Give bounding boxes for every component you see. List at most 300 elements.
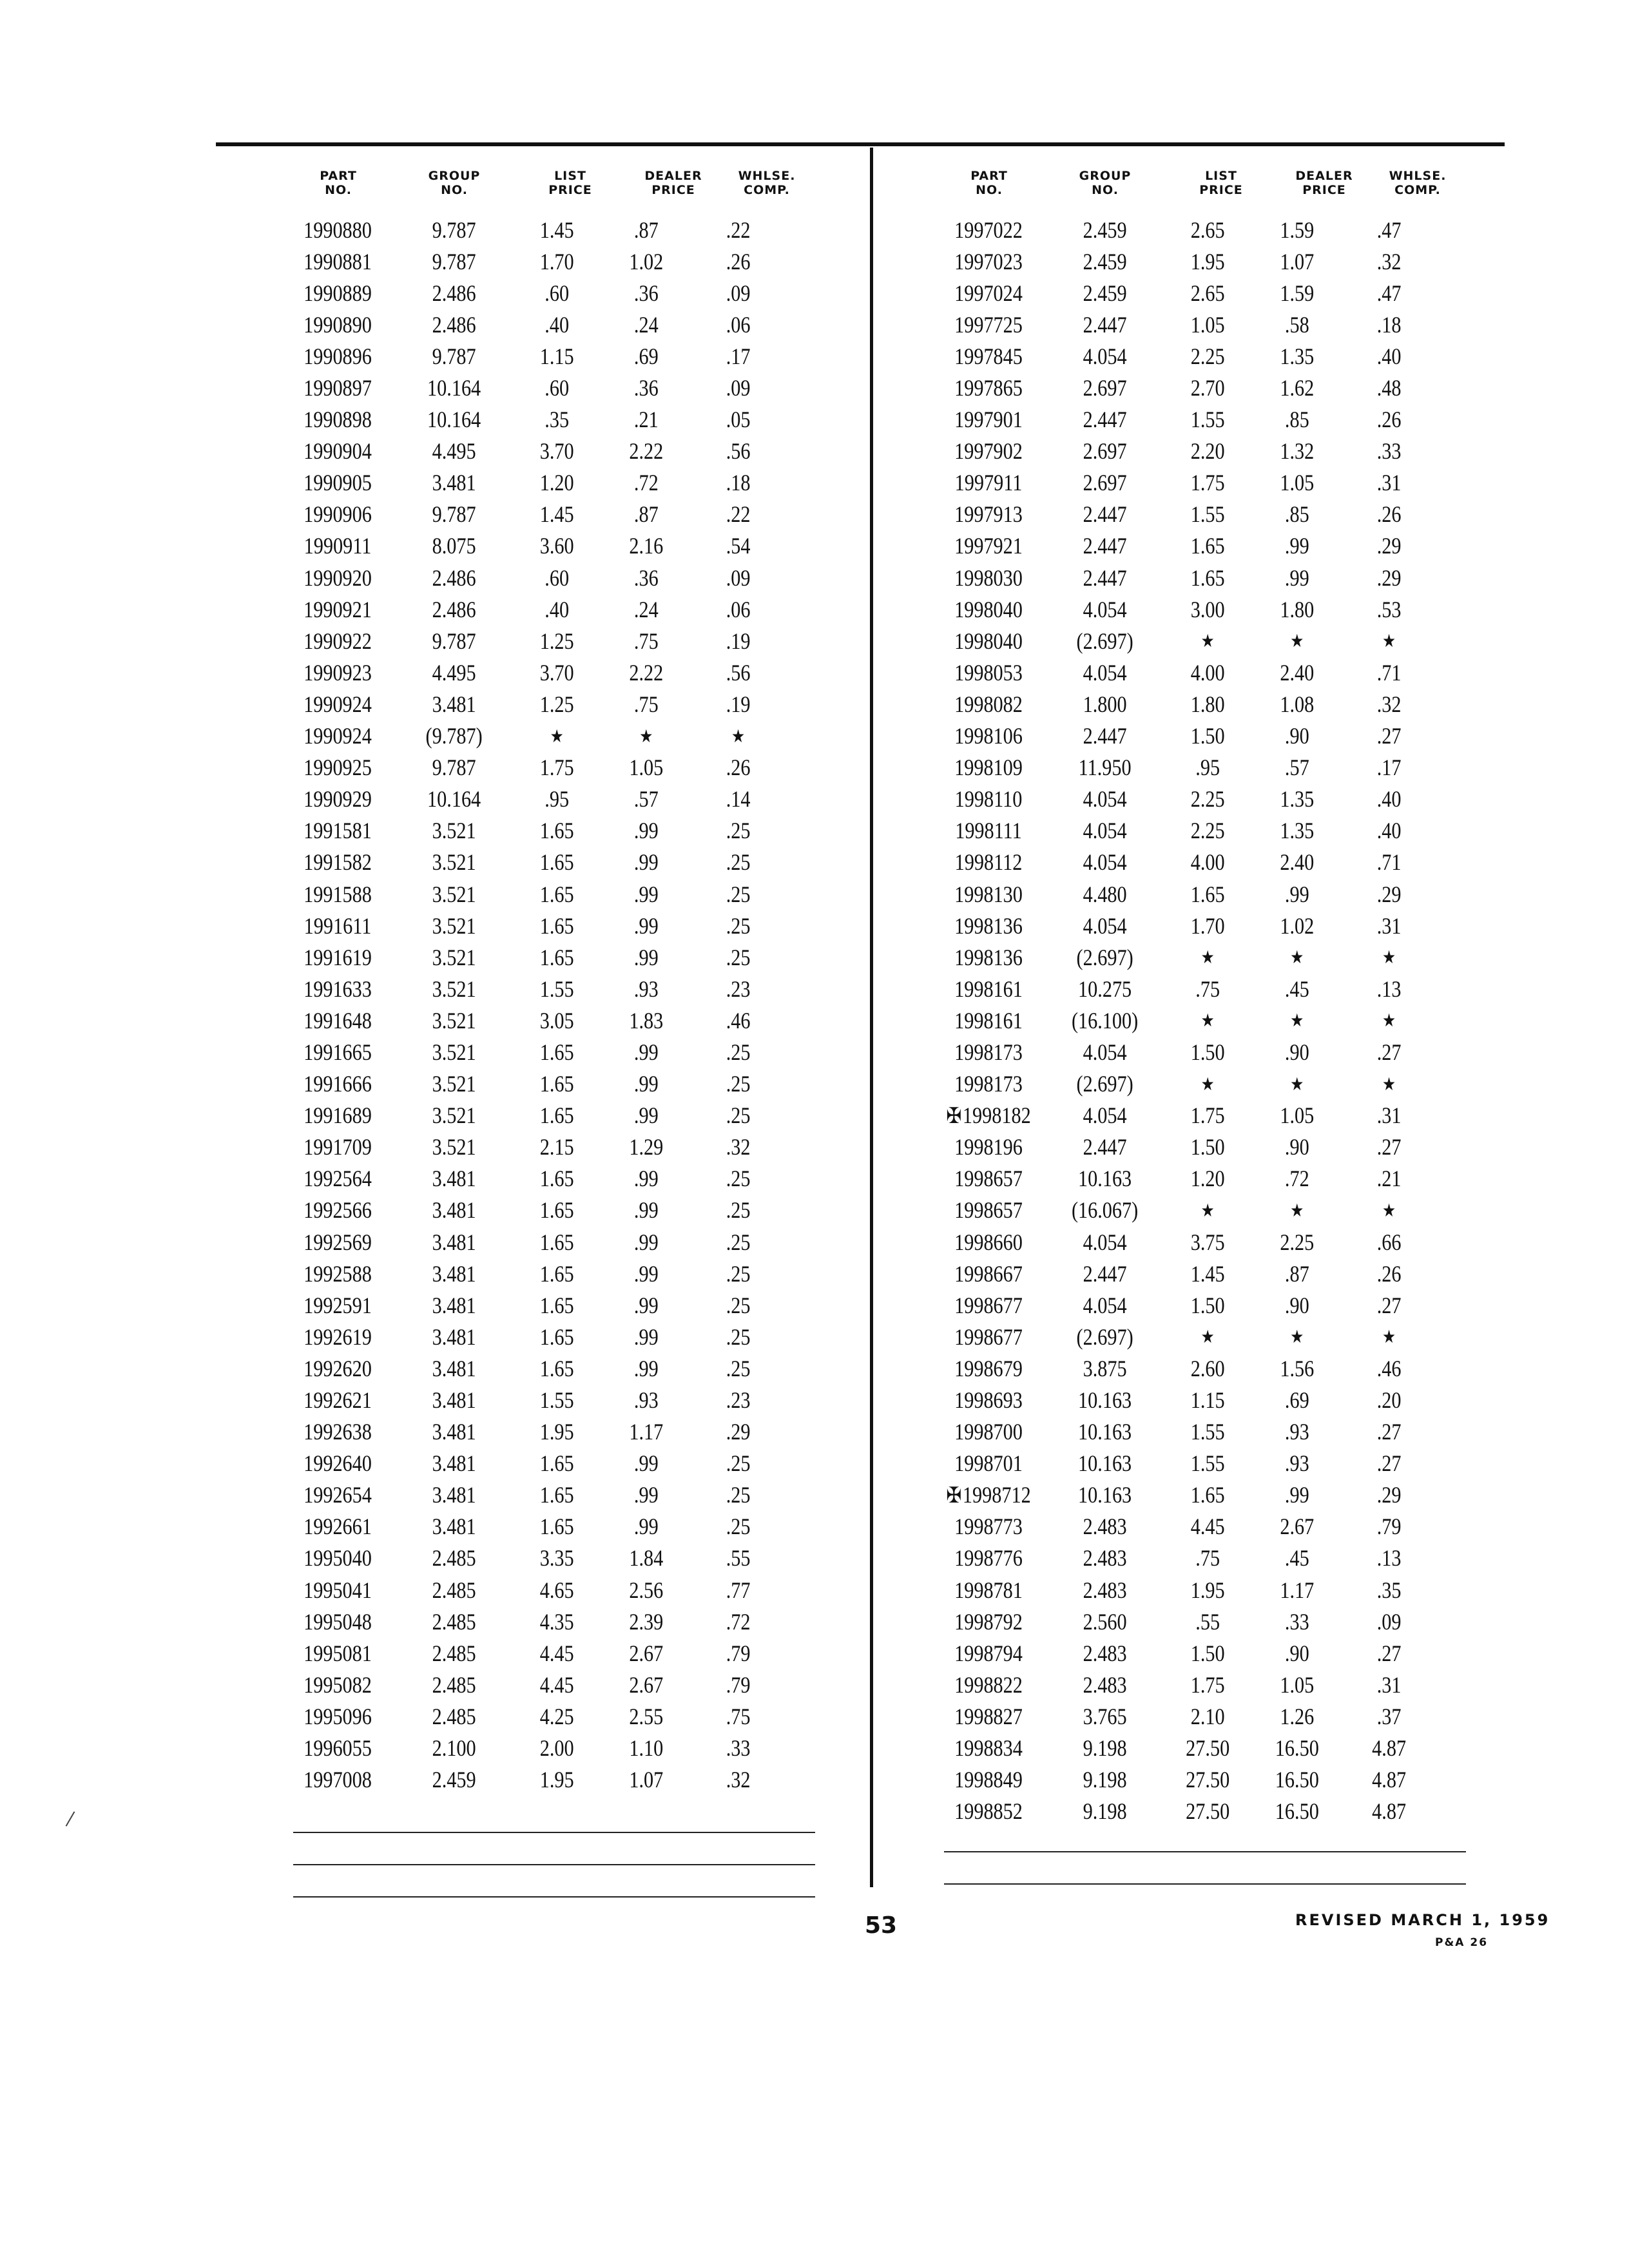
cell-whlse-comp: 4.87 [1372,1767,1407,1793]
cell-whlse-comp: .26 [1376,501,1402,528]
table-row [284,1574,825,1606]
cell-list-price: 3.35 [539,1545,574,1571]
cell-part-no: 1995096 [304,1703,372,1729]
cell-part-no: 1992591 [304,1292,372,1318]
cell-part-no: 1998053 [954,659,1023,686]
cell-dealer-price: 1.02 [1280,912,1315,939]
cell-dealer-price: .93 [1284,1419,1309,1445]
cell-dealer-price: 2.67 [629,1671,664,1698]
revision-date: REVISED MARCH 1, 1959 [1295,1911,1550,1929]
cell-group-no: 2.483 [1083,1640,1127,1666]
cell-list-price: 1.15 [539,343,574,369]
left-rows [284,214,928,1796]
cell-part-no: 1990905 [304,470,372,496]
cell-list-price: 4.25 [539,1703,574,1729]
table-row [934,530,1476,562]
cell-list-price: ★ [1200,1326,1215,1348]
cell-whlse-comp: .32 [726,1134,751,1160]
cell-list-price: 2.00 [539,1735,574,1762]
cell-list-price: 1.55 [1190,407,1225,433]
cell-list-price: 1.45 [1190,1260,1225,1287]
cell-dealer-price: .99 [633,818,659,844]
cell-part-no: 1990911 [304,533,372,559]
cell-list-price: 1.65 [1190,1482,1225,1508]
cell-dealer-price: ★ [1290,630,1304,652]
table-row [934,1163,1476,1195]
table-row [934,277,1476,309]
cell-group-no: 2.485 [432,1608,476,1635]
cell-list-price: 1.50 [1190,723,1225,749]
cell-list-price: 1.65 [539,944,574,970]
table-row [934,1574,1476,1606]
cell-dealer-price: .90 [1284,723,1309,749]
cell-whlse-comp: .79 [726,1671,751,1698]
cell-list-price: 1.20 [1190,1166,1225,1192]
cell-whlse-comp: .56 [726,438,751,465]
cell-group-no: 9.198 [1083,1767,1127,1793]
cell-whlse-comp: .40 [1376,786,1402,812]
cell-list-price: 1.55 [1190,1419,1225,1445]
table-row [284,657,825,688]
cell-whlse-comp: .31 [1376,912,1402,939]
cell-part-no: 1992588 [304,1260,372,1287]
table-row [934,1606,1476,1637]
cell-part-no: 1998112 [954,849,1023,876]
cell-list-price: 2.25 [1190,786,1225,812]
cell-dealer-price: .93 [1284,1450,1309,1477]
cell-part-no: 1997902 [954,438,1023,465]
cell-whlse-comp: .25 [726,849,751,876]
cell-part-no: 1998109 [954,754,1023,781]
cell-whlse-comp: .31 [1376,1671,1402,1698]
cell-whlse-comp: .05 [726,407,751,433]
cell-group-no: 2.459 [1083,248,1127,274]
table-row [284,467,825,499]
cell-part-no: 1997023 [954,248,1023,274]
table-row [284,562,825,593]
cell-dealer-price: .93 [633,975,659,1002]
cell-list-price: 1.65 [539,1197,574,1224]
cell-group-no: 3.521 [432,849,476,876]
cell-part-no: 1995041 [304,1577,372,1603]
cell-list-price: 4.00 [1190,849,1225,876]
cell-whlse-comp: ★ [1382,947,1396,968]
cell-part-no: 1997008 [304,1767,372,1793]
header-part-no: PART NO. [970,169,1008,197]
cell-part-no: 1998781 [954,1577,1023,1603]
cell-whlse-comp: .26 [726,754,751,781]
cell-list-price: 1.55 [539,1387,574,1414]
cell-dealer-price: 16.50 [1275,1798,1319,1825]
cell-group-no: 4.054 [1083,912,1127,939]
cell-list-price: 2.65 [1190,280,1225,306]
table-row [284,1195,825,1226]
cell-part-no: 1998161 [954,1007,1023,1033]
cell-whlse-comp: .35 [1376,1577,1402,1603]
part-number-text: 1998182 [962,1102,1031,1129]
cell-group-no: 3.521 [432,881,476,907]
cell-dealer-price: .57 [633,786,659,812]
table-row [934,499,1476,530]
cell-part-no: 1990898 [304,407,372,433]
cell-group-no: 10.275 [1078,975,1132,1002]
cell-group-no: 3.521 [432,1071,476,1097]
cell-part-no: 1998773 [954,1514,1023,1540]
cell-whlse-comp: .22 [726,216,751,243]
cell-dealer-price: 1.05 [1280,470,1315,496]
cell-list-price: .95 [1195,754,1220,781]
table-row [284,593,825,625]
cell-whlse-comp: .22 [726,501,751,528]
cell-whlse-comp: .48 [1376,375,1402,401]
table-row [284,404,825,436]
stray-mark [66,1811,75,1827]
cell-whlse-comp: .75 [726,1703,751,1729]
cell-dealer-price: .99 [633,1450,659,1477]
cell-part-no: 1998161 [954,975,1023,1002]
header-dealer-price: DEALER PRICE [1295,169,1353,197]
table-row [934,1195,1476,1226]
cell-dealer-price: .90 [1284,1039,1309,1065]
cell-whlse-comp: .79 [726,1640,751,1666]
cell-group-no: 9.787 [432,501,476,528]
table-row [284,941,825,973]
cell-list-price: 1.75 [1190,1671,1225,1698]
cell-group-no: 4.054 [1083,849,1127,876]
cell-dealer-price: .99 [1284,1482,1309,1508]
right-price-table [934,169,1579,1827]
cell-group-no: (16.067) [1071,1197,1139,1224]
cell-part-no: 1998657 [954,1166,1023,1192]
cell-group-no: 9.787 [432,628,476,654]
table-row [934,910,1476,941]
cell-dealer-price: 1.84 [629,1545,664,1571]
cell-group-no: 2.486 [432,564,476,591]
table-row [284,1226,825,1258]
cell-group-no: 2.447 [1083,1260,1127,1287]
table-header [934,169,1579,214]
cell-list-price: 1.50 [1190,1292,1225,1318]
cell-group-no: 3.521 [432,944,476,970]
cell-dealer-price: 16.50 [1275,1735,1319,1762]
cell-dealer-price: .99 [633,881,659,907]
cell-part-no: 1998030 [954,564,1023,591]
cell-dealer-price: 1.29 [629,1134,664,1160]
cell-dealer-price: .99 [633,1039,659,1065]
cell-list-price: 2.60 [1190,1355,1225,1381]
cell-list-price: 27.50 [1186,1735,1230,1762]
cell-list-price: .40 [545,311,570,338]
cell-whlse-comp: .25 [726,1514,751,1540]
cell-part-no: 1998849 [954,1767,1023,1793]
table-row [284,1036,825,1068]
cell-whlse-comp: .46 [726,1007,751,1033]
cell-part-no: 1992564 [304,1166,372,1192]
cell-whlse-comp: .32 [726,1767,751,1793]
cell-whlse-comp: .54 [726,533,751,559]
cell-dealer-price: 1.56 [1280,1355,1315,1381]
cell-list-price: 1.75 [539,754,574,781]
cell-dealer-price: .87 [633,501,659,528]
cell-part-no: 1998136 [954,912,1023,939]
cell-part-no: 1998794 [954,1640,1023,1666]
cell-group-no: 8.075 [432,533,476,559]
cell-dealer-price: ★ [1290,947,1304,968]
cell-part-no: 1998792 [954,1608,1023,1635]
cell-whlse-comp: .26 [1376,1260,1402,1287]
right-rows [934,214,1579,1827]
cell-whlse-comp: .25 [726,1197,751,1224]
cell-part-no: 1990889 [304,280,372,306]
cell-whlse-comp: .27 [1376,1640,1402,1666]
cell-part-no: 1997725 [954,311,1023,338]
cell-group-no: 9.787 [432,343,476,369]
cell-group-no: 3.481 [432,1292,476,1318]
page-number: 53 [865,1912,898,1939]
table-row [284,1700,825,1732]
cell-part-no: 1997921 [954,533,1023,559]
cell-part-no: 1992661 [304,1514,372,1540]
cell-part-no: 1998852 [954,1798,1023,1825]
cell-dealer-price: 1.17 [629,1419,664,1445]
cell-list-price: ★ [1200,947,1215,968]
cell-whlse-comp: .32 [1376,248,1402,274]
cell-whlse-comp: .25 [726,1039,751,1065]
cell-part-no: 1997901 [954,407,1023,433]
table-row [934,878,1476,910]
cell-group-no: 4.480 [1083,881,1127,907]
cell-whlse-comp: .46 [1376,1355,1402,1381]
cell-list-price: 3.75 [1190,1229,1225,1255]
cell-list-price: 2.20 [1190,438,1225,465]
cell-group-no: 2.447 [1083,723,1127,749]
table-row [284,309,825,340]
table-row [934,783,1476,815]
cell-list-price: 3.60 [539,533,574,559]
table-row [284,847,825,878]
cell-part-no: 1998196 [954,1134,1023,1160]
cell-list-price: .40 [545,596,570,622]
cell-whlse-comp: .29 [726,1419,751,1445]
cell-dealer-price: 2.40 [1280,849,1315,876]
cell-group-no: 2.459 [432,1767,476,1793]
cell-group-no: 4.495 [432,438,476,465]
table-row [284,1004,825,1036]
cell-whlse-comp: .09 [726,564,751,591]
cell-whlse-comp: .31 [1376,470,1402,496]
cell-list-price: 1.95 [1190,248,1225,274]
table-row [934,1131,1476,1163]
cell-whlse-comp: .29 [1376,1482,1402,1508]
table-row [934,372,1476,403]
table-row [934,1416,1476,1448]
blank-rule [293,1896,815,1898]
table-row [284,436,825,467]
cell-dealer-price: .90 [1284,1292,1309,1318]
cell-list-price: ★ [1200,630,1215,652]
cell-list-price: ★ [550,725,564,747]
cell-part-no: 1992640 [304,1450,372,1477]
table-row [934,467,1476,499]
cell-dealer-price: 1.83 [629,1007,664,1033]
cell-dealer-price: .90 [1284,1640,1309,1666]
cell-group-no: 3.765 [1083,1703,1127,1729]
cell-group-no: (2.697) [1076,1071,1133,1097]
cell-part-no: 1997913 [954,501,1023,528]
cell-dealer-price: 2.56 [629,1577,664,1603]
cell-whlse-comp: .37 [1376,1703,1402,1729]
cell-list-price: 1.95 [1190,1577,1225,1603]
cell-part-no: 1990897 [304,375,372,401]
table-row [934,973,1476,1004]
cell-part-no [934,1102,1043,1129]
cell-whlse-comp: .25 [726,1071,751,1097]
cell-part-no: 1990924 [304,691,372,717]
cell-dealer-price: 1.59 [1280,216,1315,243]
cell-list-price: 1.50 [1190,1134,1225,1160]
cell-list-price: 1.65 [1190,881,1225,907]
cell-dealer-price: .21 [633,407,659,433]
cell-dealer-price: .36 [633,280,659,306]
cell-dealer-price: 1.32 [1280,438,1315,465]
cell-list-price: .60 [545,564,570,591]
cell-dealer-price: 1.07 [629,1767,664,1793]
table-row [934,1100,1476,1131]
cell-whlse-comp: .21 [1376,1166,1402,1192]
cell-group-no: 2.483 [1083,1671,1127,1698]
cell-part-no: 1992638 [304,1419,372,1445]
cell-group-no: 3.481 [432,1387,476,1414]
cell-list-price: 1.65 [539,1482,574,1508]
header-dealer-price: DEALER PRICE [644,169,702,197]
cell-group-no: 10.164 [427,786,481,812]
table-row [284,815,825,847]
table-row [934,593,1476,625]
cell-list-price: 3.70 [539,659,574,686]
cell-list-price: 3.05 [539,1007,574,1033]
cell-whlse-comp: .25 [726,818,751,844]
cell-whlse-comp: .25 [726,1229,751,1255]
table-row [934,1669,1476,1700]
cell-whlse-comp: .25 [726,1292,751,1318]
table-row [284,1448,825,1479]
cell-list-price: 3.70 [539,438,574,465]
cell-list-price: 1.45 [539,216,574,243]
cell-part-no: 1998693 [954,1387,1023,1414]
table-row [284,372,825,403]
cell-part-no: 1998173 [954,1071,1023,1097]
cell-list-price: 1.05 [1190,311,1225,338]
cell-whlse-comp: .25 [726,1260,751,1287]
cell-group-no: (9.787) [425,723,483,749]
cell-part-no: 1990906 [304,501,372,528]
cell-group-no: 2.697 [1083,375,1127,401]
cell-list-price: 2.15 [539,1134,574,1160]
table-row [934,720,1476,752]
cell-list-price: 1.20 [539,470,574,496]
table-row [284,1764,825,1796]
cell-list-price: 1.65 [539,1450,574,1477]
cell-group-no: 2.483 [1083,1545,1127,1571]
table-row [284,1511,825,1542]
cell-part-no: 1998173 [954,1039,1023,1065]
cell-group-no: 3.481 [432,1229,476,1255]
cell-list-price: 4.45 [539,1640,574,1666]
cell-dealer-price: 2.22 [629,659,664,686]
cell-list-price: 1.65 [539,1039,574,1065]
cell-list-price: 2.25 [1190,818,1225,844]
cell-part-no: 1990922 [304,628,372,654]
cell-list-price: .95 [545,786,570,812]
table-row [934,340,1476,372]
header-group-no: GROUP NO. [1079,169,1132,197]
cell-whlse-comp: .25 [726,1355,751,1381]
cell-list-price: 1.45 [539,501,574,528]
cell-list-price: 1.65 [539,818,574,844]
cell-whlse-comp: .26 [1376,407,1402,433]
cell-group-no: 2.100 [432,1735,476,1762]
cell-dealer-price: 1.26 [1280,1703,1315,1729]
cell-whlse-comp: .27 [1376,1134,1402,1160]
cell-group-no: 4.054 [1083,1102,1127,1129]
cell-dealer-price: .36 [633,375,659,401]
cell-group-no: 2.486 [432,311,476,338]
cell-dealer-price: 1.08 [1280,691,1315,717]
cell-whlse-comp: .09 [726,375,751,401]
header-group-no: GROUP NO. [428,169,481,197]
cell-list-price: 4.45 [539,1671,574,1698]
cell-whlse-comp: .19 [726,691,751,717]
cell-list-price: 2.10 [1190,1703,1225,1729]
cell-whlse-comp: .31 [1376,1102,1402,1129]
cell-dealer-price: .45 [1284,975,1309,1002]
cell-list-price: 4.35 [539,1608,574,1635]
cell-group-no: 4.054 [1083,1292,1127,1318]
cell-part-no: 1991588 [304,881,372,907]
cell-group-no: 2.485 [432,1703,476,1729]
cell-part-no: 1996055 [304,1735,372,1762]
table-row [934,309,1476,340]
cell-dealer-price: 1.35 [1280,786,1315,812]
table-row [934,657,1476,688]
cell-whlse-comp: ★ [1382,1199,1396,1221]
cell-dealer-price: ★ [1290,1073,1304,1095]
cell-dealer-price: .45 [1284,1545,1309,1571]
cell-group-no: 3.481 [432,691,476,717]
cell-group-no: 4.054 [1083,343,1127,369]
cell-part-no: 1998776 [954,1545,1023,1571]
table-row [934,1733,1476,1764]
left-price-table [284,169,928,1796]
cell-whlse-comp: .13 [1376,975,1402,1002]
table-row [934,1036,1476,1068]
table-row [934,752,1476,783]
cell-dealer-price: 1.02 [629,248,664,274]
cell-list-price: .35 [545,407,570,433]
cell-list-price: 1.65 [539,912,574,939]
cell-whlse-comp: .32 [1376,691,1402,717]
cell-whlse-comp: ★ [731,725,746,747]
blank-rule [293,1864,815,1865]
cell-part-no: 1991709 [304,1134,372,1160]
cell-dealer-price: 1.07 [1280,248,1315,274]
cell-part-no: 1998082 [954,691,1023,717]
cell-part-no: 1991633 [304,975,372,1002]
cell-part-no: 1998822 [954,1671,1023,1698]
cell-part-no: 1990920 [304,564,372,591]
cell-part-no [934,1481,1043,1508]
cell-part-no: 1998657 [954,1197,1023,1224]
